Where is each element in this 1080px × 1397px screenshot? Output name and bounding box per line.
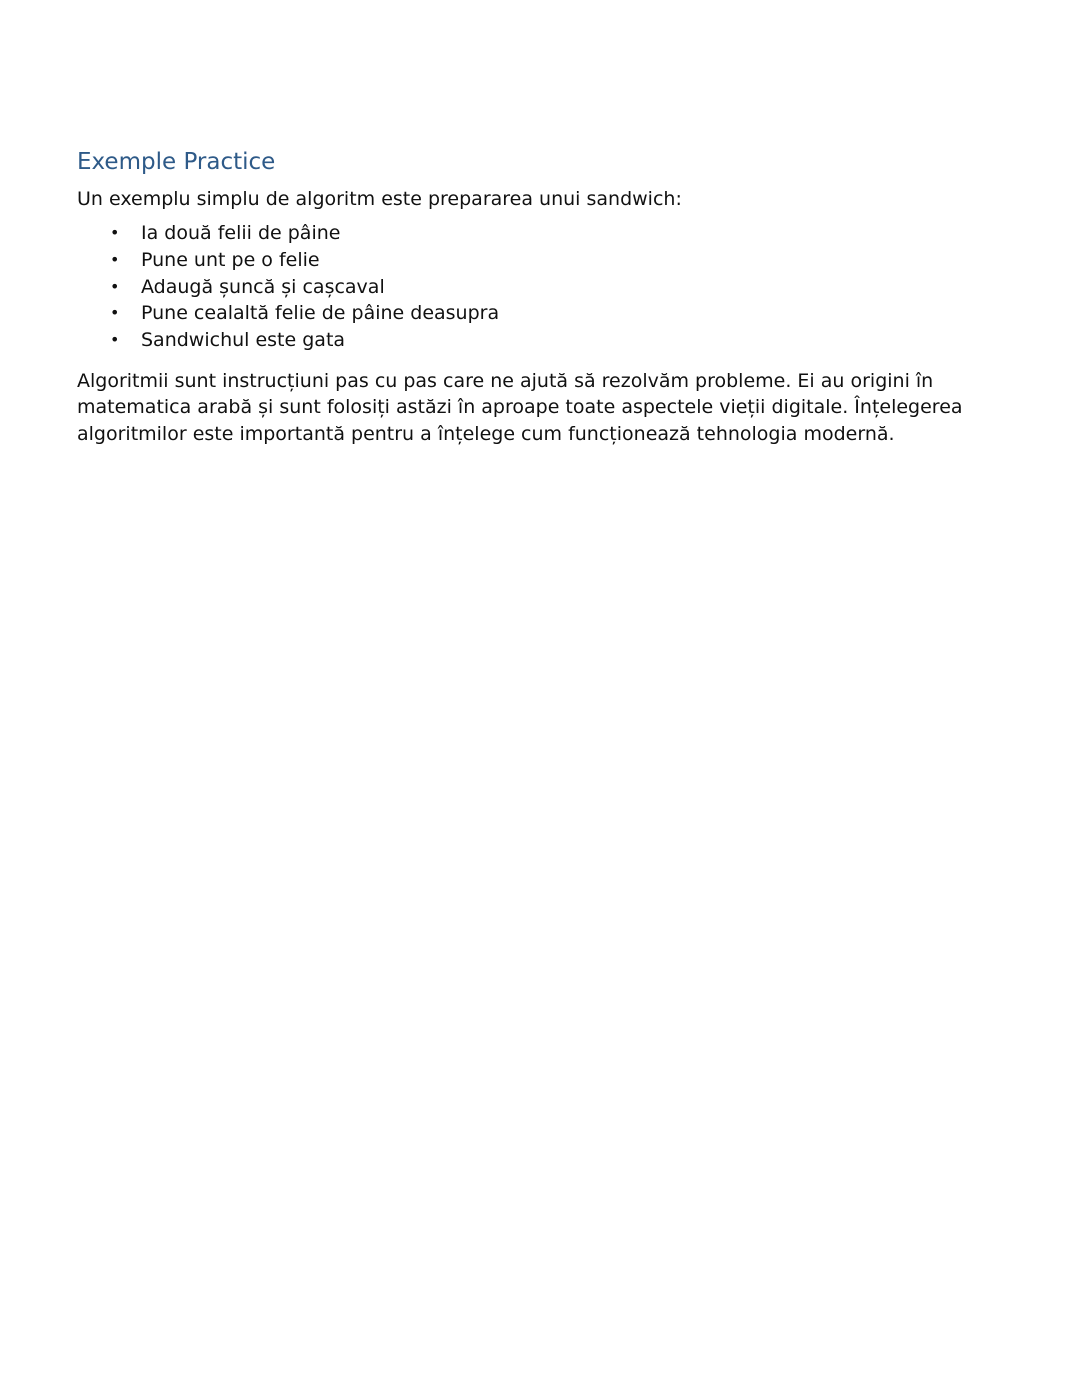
list-item-text: Sandwichul este gata [141,329,346,352]
list-item [77,247,1017,274]
list-item [77,220,1017,247]
list-item [77,300,1017,327]
document-page [77,146,1017,447]
list-item-text: Pune unt pe o felie [141,248,320,271]
bullet-icon: • [110,223,120,242]
intro-paragraph: Un exemplu simplu de algoritm este prepararea unui sandwich: [77,188,682,210]
bullet-icon: • [110,330,120,350]
list-item-text: Pune cealaltă felie de pâine deasupra [141,302,500,325]
bullet-icon: • [110,303,120,323]
list-item [77,274,1017,301]
list-item-text: Adaugă șuncă și cașcaval [141,275,385,298]
bullet-icon: • [110,276,120,296]
summary-paragraph: Algoritmii sunt instrucțiuni pas cu pas care ne ajută să rezolvăm probleme. Ei au origini în matematica arabă și sunt folosiți astăzi în aproape toate aspectele vieții digitale. Înțelegerea algoritmilor este importantă pentru a înțelege cum funcționează tehnologia modernă. [77,369,963,445]
list-item [77,327,1017,354]
bullet-icon: • [110,249,120,269]
list-item-text: Ia două felii de pâine [141,222,341,244]
section-heading: Exemple Practice [77,149,276,175]
steps-list [77,220,1017,354]
